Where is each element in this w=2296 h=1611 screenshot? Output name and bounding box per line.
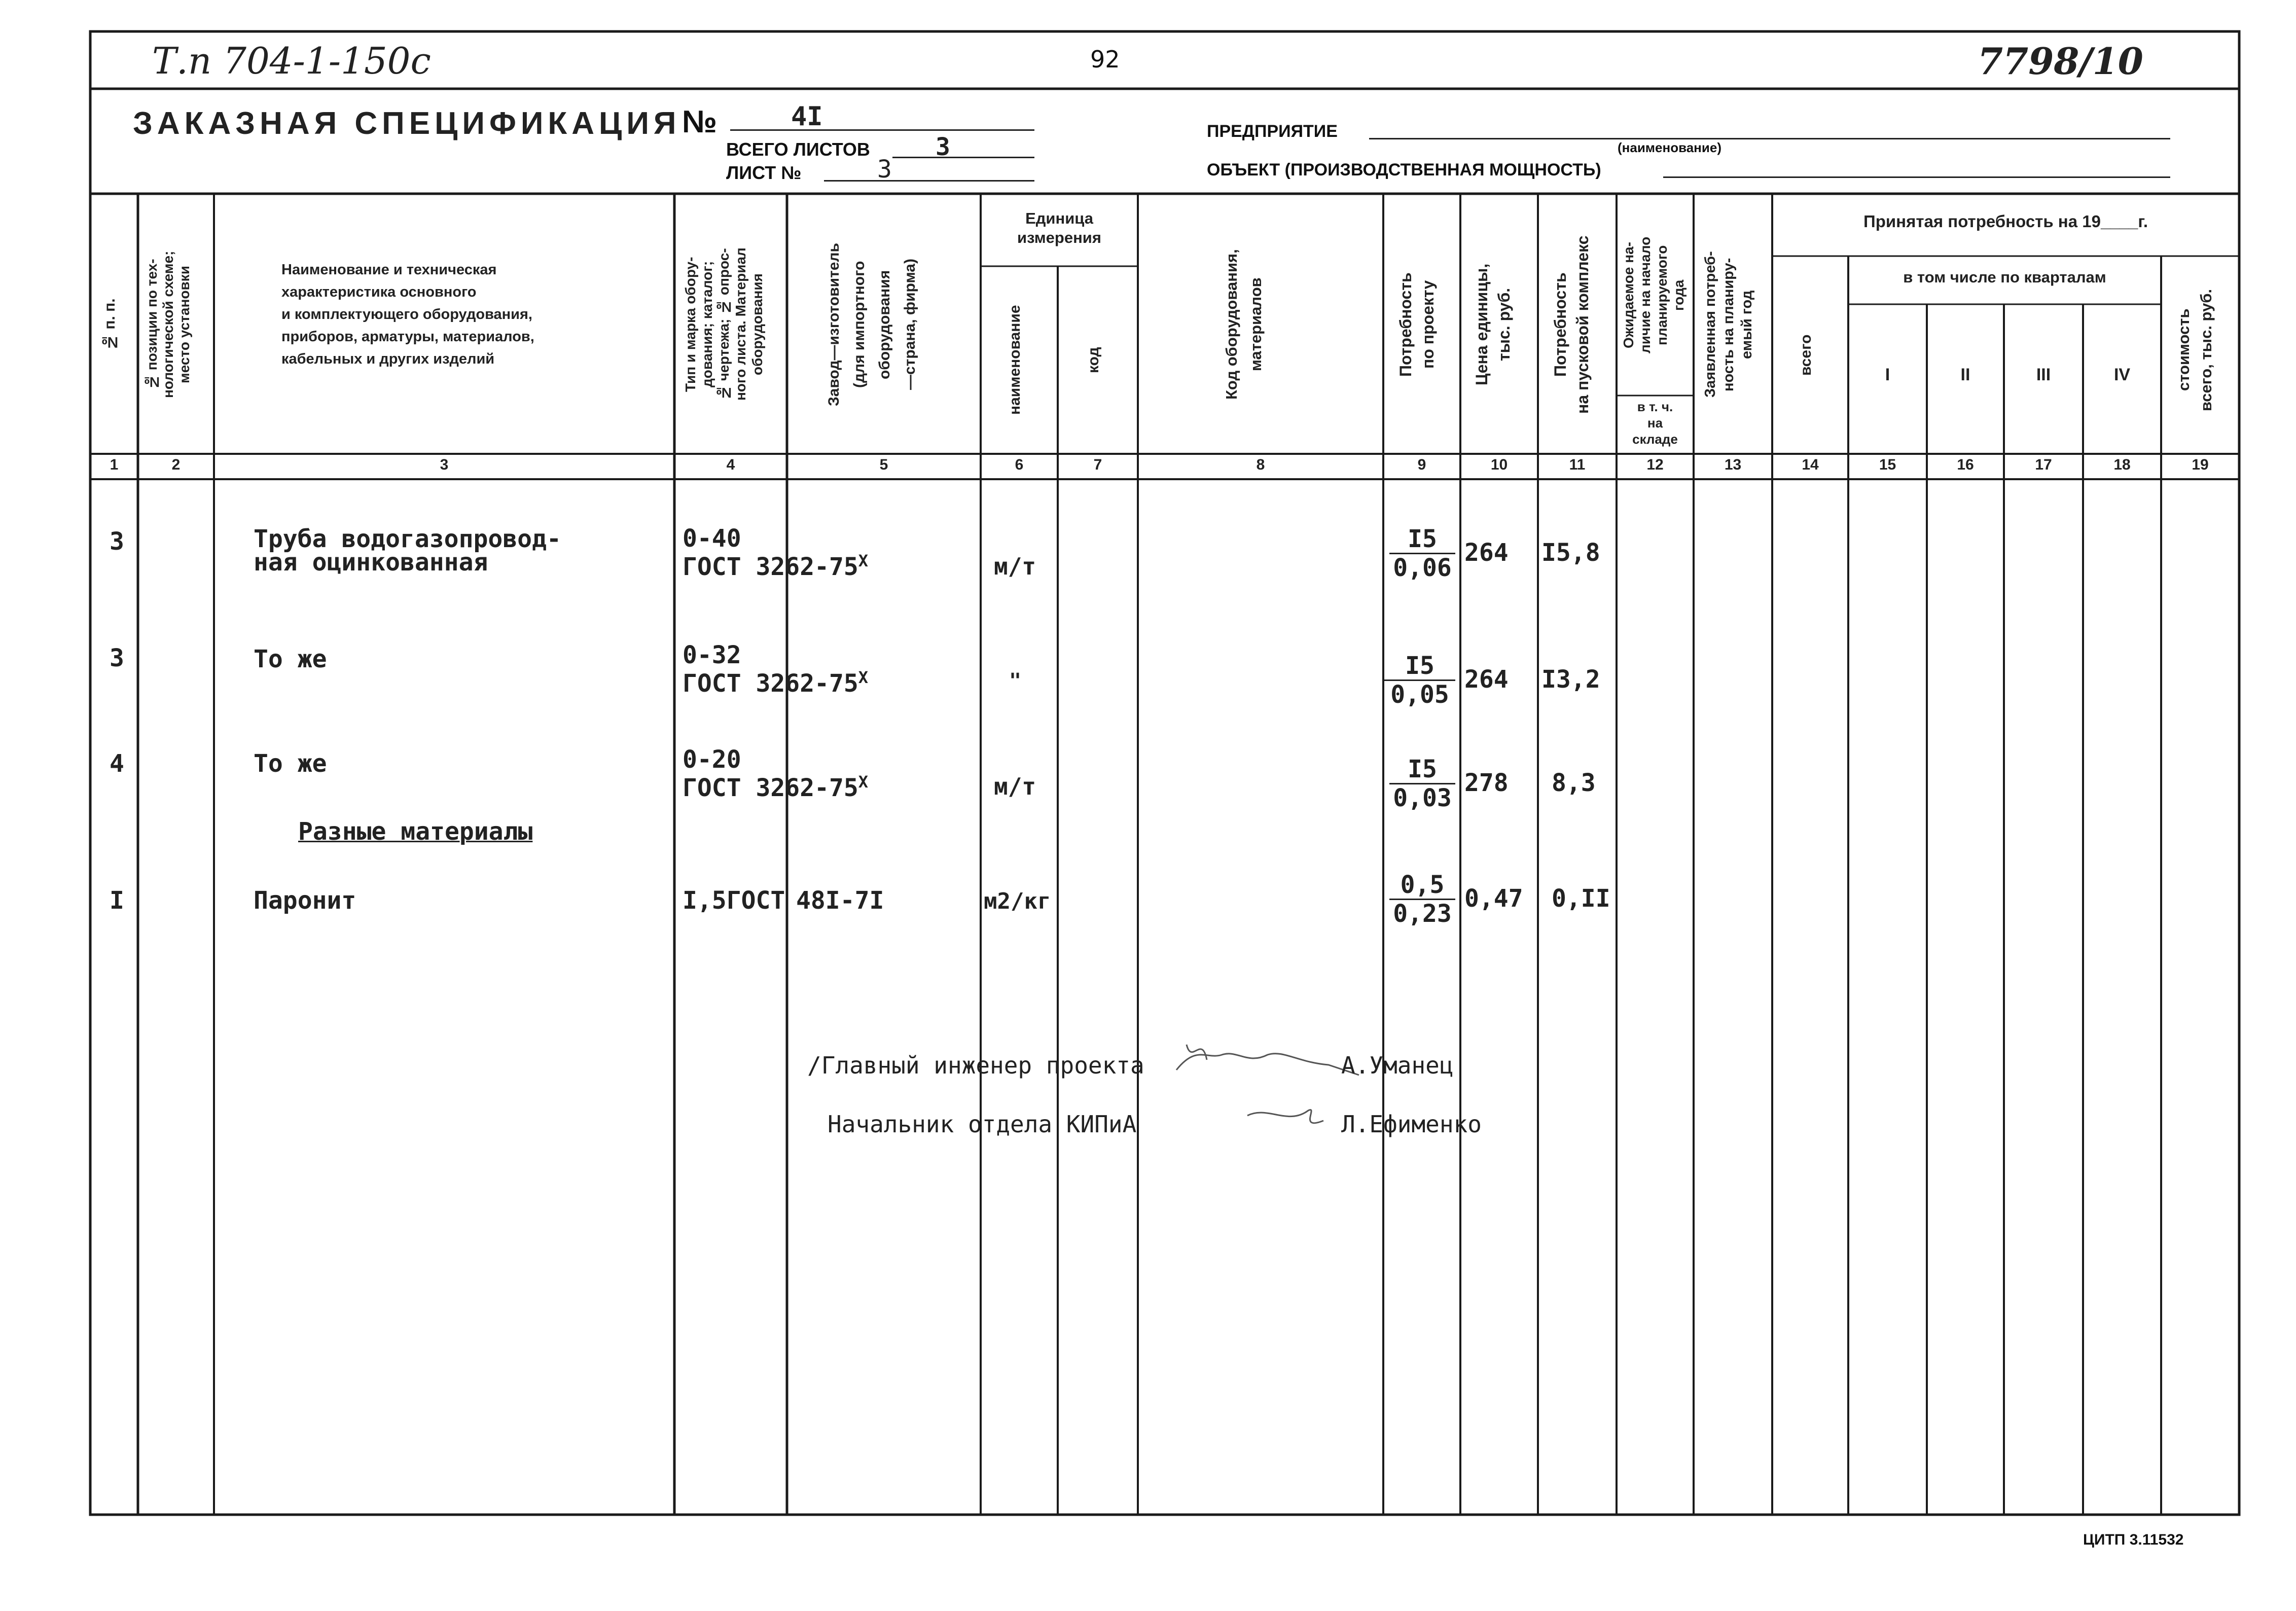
doc-code: Т.п 704-1-150с [152,40,431,82]
dept-head-label: Начальник отдела КИПиА [828,1111,1137,1138]
object-label: ОБЪЕКТ (ПРОИЗВОДСТВЕННАЯ МОЩНОСТЬ) [1207,160,1601,180]
row-name-line1: Труба водогазопровод- [254,525,561,553]
col-header-16: II [1960,365,1970,384]
row-type-line2: ГОСТ 3262-75 [683,774,858,802]
col-number: 14 [1802,456,1819,473]
sheets-total-label: ВСЕГО ЛИСТОВ [726,139,870,160]
row-need-top: 0,5 [1389,871,1455,900]
row-type-sup: X [858,668,869,687]
col-header-15: I [1885,365,1890,384]
accepted-need-title: Принятая потребность на 19____г. [1863,212,2148,231]
number-label: № [682,104,718,139]
col-header-14: всего [1798,334,1814,376]
row-need-bottom: 0,03 [1393,784,1452,812]
row-need-bottom: 0,05 [1390,681,1449,709]
col-number: 19 [2192,456,2209,473]
row-number: 4 [110,749,124,778]
row-type-line2: ГОСТ 3262-75 [683,553,858,581]
row-need-bottom: 0,06 [1393,554,1452,582]
chief-engineer-label-text: Главный инженер проекта [821,1052,1144,1079]
col-header-2: № позиции по тех- нологической схеме; место установки [144,250,192,399]
row-launch: 8,3 [1552,769,1596,797]
col-header-6: наименование [1007,305,1023,415]
row-type-line1: 0-32 [683,641,741,669]
section-heading: Разные материалы [298,817,533,846]
col-header-3: Наименование и техническая характеристика основного и комплектующего оборудования, приборов, арматуры, материалов, кабельных и других изделий [281,262,534,367]
row-unit: м2/кг [984,888,1051,914]
col-number: 4 [726,456,735,473]
col-number: 15 [1879,456,1896,473]
row-launch: I3,2 [1541,665,1600,694]
col-number: 17 [2035,456,2052,473]
col-header-7: код [1085,347,1102,373]
col-number: 8 [1256,456,1265,473]
col-header-unit-group: Единица измерения [1017,209,1101,246]
chief-engineer-label: /Главный инженер проекта [807,1052,1144,1079]
row-type-line1: 0-40 [683,524,741,553]
row-launch: 0,II [1552,884,1610,913]
row-type-line1: 0-20 [683,745,741,774]
col-header-4: Тип и марка обору- дования; каталог; № чертежа; № опрос- ного листа. Материал оборудования [683,247,765,401]
row-launch: I5,8 [1541,539,1600,567]
col-header-12: Ожидаемое на- личие на начало планируемого года [1621,236,1687,354]
row-name: Паронит [254,886,356,915]
printer-mark: ЦИТП 3.11532 [2083,1531,2184,1548]
row-number: I [110,886,124,915]
name-caption: (наименование) [1618,140,1721,155]
col-header-12-sub: в т. ч. на складе [1632,399,1678,447]
col-header-18: IV [2113,365,2131,384]
col-number: 11 [1569,456,1586,473]
row-type-sup: X [858,772,869,792]
row-price: 278 [1464,769,1509,797]
col-number: 6 [1015,456,1024,473]
col-header-10: Цена единицы, тыс. руб. [1473,263,1513,386]
row-need-top: I5 [1389,525,1455,554]
row-need-top: I5 [1389,756,1455,784]
row-name: То же [254,645,327,673]
row-number: 3 [110,644,124,672]
row-need-bottom: 0,23 [1393,900,1452,928]
row-unit: м/т [994,553,1036,580]
col-number: 3 [440,456,449,473]
enterprise-label: ПРЕДПРИЯТИЕ [1207,122,1338,141]
col-number: 5 [879,456,888,473]
chief-engineer-name: А.Уманец [1341,1052,1454,1079]
col-header-19: стоимость всего, тыс. руб. [2175,289,2215,411]
col-header-13: Заявленная потреб- ность на планиру- емый год [1702,251,1755,398]
sheet-no-label: ЛИСТ № [726,162,802,183]
row-number: 3 [110,527,124,556]
col-number: 9 [1417,456,1426,473]
col-number: 12 [1646,456,1664,473]
col-number: 7 [1093,456,1102,473]
col-number: 18 [2113,456,2131,473]
col-header-11: Потребность на пусковой комплекс [1551,235,1592,414]
col-number: 2 [171,456,181,473]
spec-number: 4I [791,101,823,132]
row-unit: м/т [994,773,1036,800]
row-name: То же [254,749,327,778]
dept-head-name: Л.Ефименко [1341,1111,1482,1138]
col-number: 1 [110,456,119,473]
col-number: 10 [1490,456,1508,473]
col-header-9: Потребность по проекту [1396,272,1437,377]
row-factory: 48I-7I [796,886,884,915]
row-type-line2: ГОСТ 3262-75 [683,669,858,698]
row-price: 0,47 [1464,884,1523,913]
row-type: I,5ГОСТ [683,886,785,915]
col-header-5: Завод—изготовитель (для импортного оборудования —страна, фирма) [826,243,918,406]
row-need-top: I5 [1384,652,1455,681]
col-header-8: Код оборудования, материалов [1223,249,1265,400]
col-number: 16 [1957,456,1974,473]
row-type-sup: X [858,551,869,570]
form-title: ЗАКАЗНАЯ СПЕЦИФИКАЦИЯ [133,106,681,141]
row-name-line2: ная оцинкованная [254,548,488,577]
col-number: 13 [1724,456,1742,473]
row-unit: " [1009,669,1022,693]
sheet-no-value: 3 [877,155,892,184]
row-price: 264 [1464,665,1509,694]
registration-number: 7798/10 [1978,40,2143,83]
row-price: 264 [1464,539,1509,567]
quarters-title: в том числе по кварталам [1903,268,2106,286]
sheets-total-value: 3 [936,133,950,161]
col-header-1: № п. п. [101,298,118,351]
page-number: 92 [1090,46,1120,73]
col-header-17: III [2036,365,2051,384]
